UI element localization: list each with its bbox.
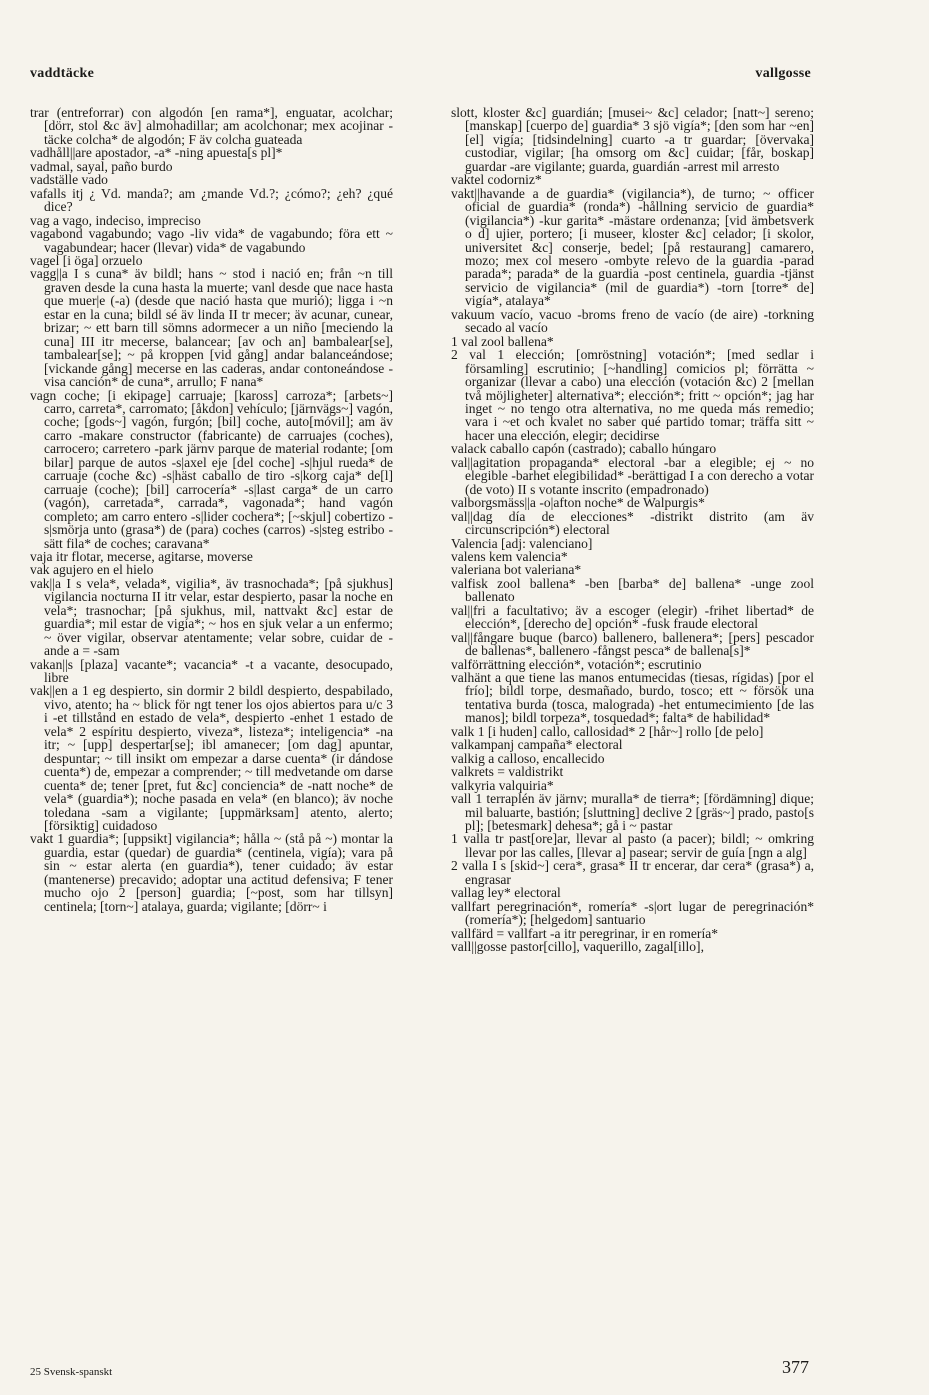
dictionary-entry: vak||en a 1 eg despierto, sin dormir 2 bildl despierto, despabilado, vivo, atento; ha ~ blick för ngt tener los ojos abiertos para u/c 3 i -et tillstånd en estado de vela*, despierto -enhet 1 estado de vela* 2 espíritu despierto, viveza*, listeza*; inteligencia* -na itr; ~ [upp] despertar[se]; ibl amanecer; [om dag] apuntar, despuntar; ~ till insikt om empezar a darse cuenta* (ir dándose cuenta*) de, empezar a comprender; ~ till medvetande om darse cuenta* de; tener [pret, fut &c] conciencia* de -natt noche* de vela* (guardia*); noche pasada en vela* (en blanco); äv noche toledana -sam a vigilante; [uppmärksam] atento, alerto; [försiktig] cuidadoso <box>30 683 393 834</box>
dictionary-entry: vadställe vado <box>30 172 108 188</box>
dictionary-entry: valborgsmäss||a -o|afton noche* de Walpurgis* <box>451 495 705 511</box>
dictionary-entry: vakt 1 guardia*; [uppsikt] vigilancia*; hålla ~ (stå på ~) montar la guardia, estar (quedar) de guardia* (centinela, vigía); vara på sin ~ estar alerta (en guardia*), tener cuidado; äv estar (mantenerse) precavido; adoptar una actitud defensiva; F tener mucho ojo 2 [person] guardia; [~post, som har tillsyn] centinela; [torn~] atalaya, guarda; vigilante; [dörr~ i <box>30 831 393 914</box>
dictionary-entry: valkig a calloso, encallecido <box>451 750 605 766</box>
dictionary-entry: val||fångare buque (barco) ballenero, ballenera*; [pers] pescador de ballenas*, ballenero -fångst pesca* de ballena[s]* <box>451 629 814 659</box>
dictionary-entry: valkrets = valdistrikt <box>451 764 564 780</box>
dictionary-entry: vakuum vacío, vacuo -broms freno de vacío (de aire) -torkning secado al vacío <box>451 306 814 336</box>
dictionary-entry: valens kem valencia* <box>451 548 568 564</box>
dictionary-entry: vagel [i öga] orzuelo <box>30 252 143 268</box>
dictionary-entry: Valencia [adj: valenciano] <box>451 535 593 551</box>
dictionary-entry: vadhåll||are apostador, -a* -ning apuesta[s pl]* <box>30 145 283 161</box>
dictionary-entry: val||dag día de elecciones* -distrikt distrito (am äv circunscripción*) electoral <box>451 508 814 538</box>
dictionary-entry: valfisk zool ballena* -ben [barba* de] ballena* -unge zool ballenato <box>451 575 814 605</box>
running-head-left: vaddtäcke <box>30 66 95 81</box>
printer-signature: 25 Svensk-spanskt <box>30 1366 113 1378</box>
page-number: 377 <box>782 1357 809 1377</box>
running-head-right: vallgosse <box>755 66 811 81</box>
dictionary-entry: 1 val zool ballena* <box>451 333 554 349</box>
dictionary-entry: vagg||a I s cuna* äv bildl; hans ~ stod i nació en; från ~n till graven desde la cuna hasta la muerte; vanl desde que nace hasta que muer|e (-a) (desde que nació hasta que murió); ligga i ~n estar en la cuna; bildl sé äv linda II tr mecer; äv acunar, cunear, brizar; ~ ett barn till sömns adormecer a un niño [meciendo la cuna] III itr mecerse, balancear; [av och an] bambalear[se], tambalear[se]; ~ på kroppen [vid gång] andar balanceándose; [vickande gång] mecerse en las caderas, andar contoneándose -visa canción* de cuna*, arrullo; F nana* <box>30 266 393 390</box>
right-column <box>451 106 814 954</box>
dictionary-entry: 2 valla I s [skid~] cera*, grasa* II tr encerar, dar cera* (grasa*) a, engrasar <box>451 858 814 887</box>
dictionary-entry: valhänt a que tiene las manos entumecidas (tiesas, rígidas) [por el frío]; bildl torpe, desmañado, burdo, tosco; ett ~ försök una tentativa burda (tosca, malograda) -het entumecimiento [de las manos]; bildl torpeza*, tosquedad*; falta* de habilidad* <box>451 670 814 726</box>
dictionary-entry: vakt||havande a de guardia* (vigilancia*), de turno; ~ officer oficial de guardia* (ronda*) -hållning servicio de guardia* (vigilancia*) -kur garita* -mästare ordenanza; [vid ämbetsverk o d] ujier, portero; [i museer, kloster &c] celador; [i skolor, universitet &c] conserje, bedel; [på restaurang] camarero, mozo; mex col mesero -ombyte relevo de la guardia -parad parada*; parada* de la guardia -post centinela, guardia -tjänst servicio de vigilancia* (mil de guardia*) -torn [torre* de] vigía*, atalaya* <box>451 185 814 309</box>
dictionary-entry: 2 val 1 elección; [omröstning] votación*; [med sedlar i församling] escrutinio; [~handling] comicios pl; förrätta ~ organizar (llevar a cabo) una elección (votación &c) 2 [mellan två möjligheter] alternativa*; elección*; fritt ~ opción*; jag har inget ~ no tengo otra alternativa, no me queda más remedio; vara i ~et och kvalet no saber qué partido tomar; träffa sitt ~ hacer una elección, elegir; decidirse <box>451 347 814 443</box>
dictionary-entry: vak||a I s vela*, velada*, vigilia*, äv trasnochada*; [på sjukhus] vigilancia nocturna II itr velar, estar despierto, pasar la noche en vela*; trasnochar; [på sjukhus, mil, nattvakt &c] estar de guardia*; mil estar de vigía*; ~ hos en sjuk velar a un enfermo; ~ över vigilar, observar atentamente; velar sobre, cuidar de -ande a = -sam <box>30 575 393 659</box>
dictionary-entry: vallfart peregrinación*, romería* -s|ort lugar de peregrinación* (romería*); [helgedom] santuario <box>451 898 814 928</box>
dictionary-entry: 1 valla tr past[ore]ar, llevar al pasto (a pacer); bildl; ~ omkring llevar por las calles, [llevar a] pasear; servir de guía [ngn a alg] <box>451 831 814 860</box>
dictionary-entry: trar (entreforrar) con algodón [en rama*], enguatar, acolchar; [dörr, stol &c äv] almohadillar; am acolchonar; mex acojinar -täcke colcha* de algodón; F äv colcha guateada <box>30 105 393 147</box>
dictionary-entry: valk 1 [i huden] callo, callosidad* 2 [hår~] rollo [de pelo] <box>451 723 764 739</box>
dictionary-entry: vallag ley* electoral <box>451 885 561 901</box>
dictionary-entry: valack caballo capón (castrado); caballo húngaro <box>451 441 717 457</box>
dictionary-entry: vaktel codorniz* <box>451 172 542 188</box>
dictionary-entry: val||agitation propaganda* electoral -bar a elegible; ej ~ no elegible -barhet elegibilidad* -berättigad I a con derecho a votar (de voto) II s votante inscrito (empadronado) <box>451 454 814 497</box>
dictionary-entry: vagabond vagabundo; vago -liv vida* de vagabundo; föra ett ~ vagabundear; hacer (llevar) vida* de vagabundo <box>30 226 393 255</box>
dictionary-entry: vafalls itj ¿ Vd. manda?; am ¿mande Vd.?; ¿cómo?; ¿eh? ¿qué dice? <box>30 185 393 215</box>
dictionary-entry: vallfärd = vallfart -a itr peregrinar, ir en romería* <box>451 925 718 941</box>
dictionary-entry: vakan||s [plaza] vacante*; vacancia* -t a vacante, desocupado, libre <box>30 656 393 686</box>
dictionary-entry: vag a vago, indeciso, impreciso <box>30 212 201 228</box>
dictionary-entry: valkampanj campaña* electoral <box>451 737 623 753</box>
dictionary-entry: slott, kloster &c] guardián; [musei~ &c] celador; [natt~] sereno; [manskap] [cuerpo de] guardia* 3 sjö vigía*; [den som har ~en] [el] vigía; [tidsindelning] cuarto -a tr guardar; [övervaka] custodiar, vigilar; [ha omsorg om &c] cuidar; [får, boskap] guardar -are vigilante; guarda, guardián -arrest mil arresto <box>451 105 814 174</box>
dictionary-entry: valeriana bot valeriana* <box>451 562 582 578</box>
dictionary-entry: vaja itr flotar, mecerse, agitarse, moverse <box>30 548 253 564</box>
dictionary-entry: vak agujero en el hielo <box>30 562 154 578</box>
dictionary-entry: val||fri a facultativo; äv a escoger (elegir) -frihet libertad* de elección*, [derecho de] opción* -fusk fraude electoral <box>451 602 814 632</box>
dictionary-entry: vagn coche; [i ekipage] carruaje; [kaross] carroza*; [arbets~] carro, carreta*, carromato; [åkdon] vehículo; [järnvägs~] vagón, coche; [gods~] vagón, furgón; [bil] coche, auto[móvil]; am äv carro -makare constructor (fabricante) de carruajes (coches), carrocero; carretero -park järnv parque de material rodante; [om bilar] parque de autos -s|axel eje [del coche] -s|hjul rueda* de carruaje (coche &c) -s|häst caballo de tiro -s|korg caja* de[l] carruaje (coche); [bil] carrocería* -s|last carga* de un carro (vagón), carretada*, carrada*, vagonada*; hand vagón completo; am carro entero -s|lider cochera*; [~skjul] cobertizo -s|smörja unto (grasa*) de (para) coches (carros) -s|steg estribo -sätt fila* de coches; caravana* <box>30 387 393 551</box>
dictionary-entry: vadmal, sayal, paño burdo <box>30 158 173 174</box>
dictionary-entry: vall||gosse pastor[cillo], vaquerillo, zagal[illo], <box>451 939 704 955</box>
dictionary-entry: vall 1 terraplén äv järnv; muralla* de tierra*; [fördämning] dique; mil baluarte, bastión; [sluttning] declive 2 [gräs~] prado, pasto[s pl]; [betesmark] dehesa*; gå i ~ pastar <box>451 791 814 834</box>
dictionary-entry: valförrättning elección*, votación*; escrutinio <box>451 656 702 672</box>
left-column <box>30 106 393 913</box>
dictionary-entry: valkyria valquiria* <box>451 777 554 793</box>
